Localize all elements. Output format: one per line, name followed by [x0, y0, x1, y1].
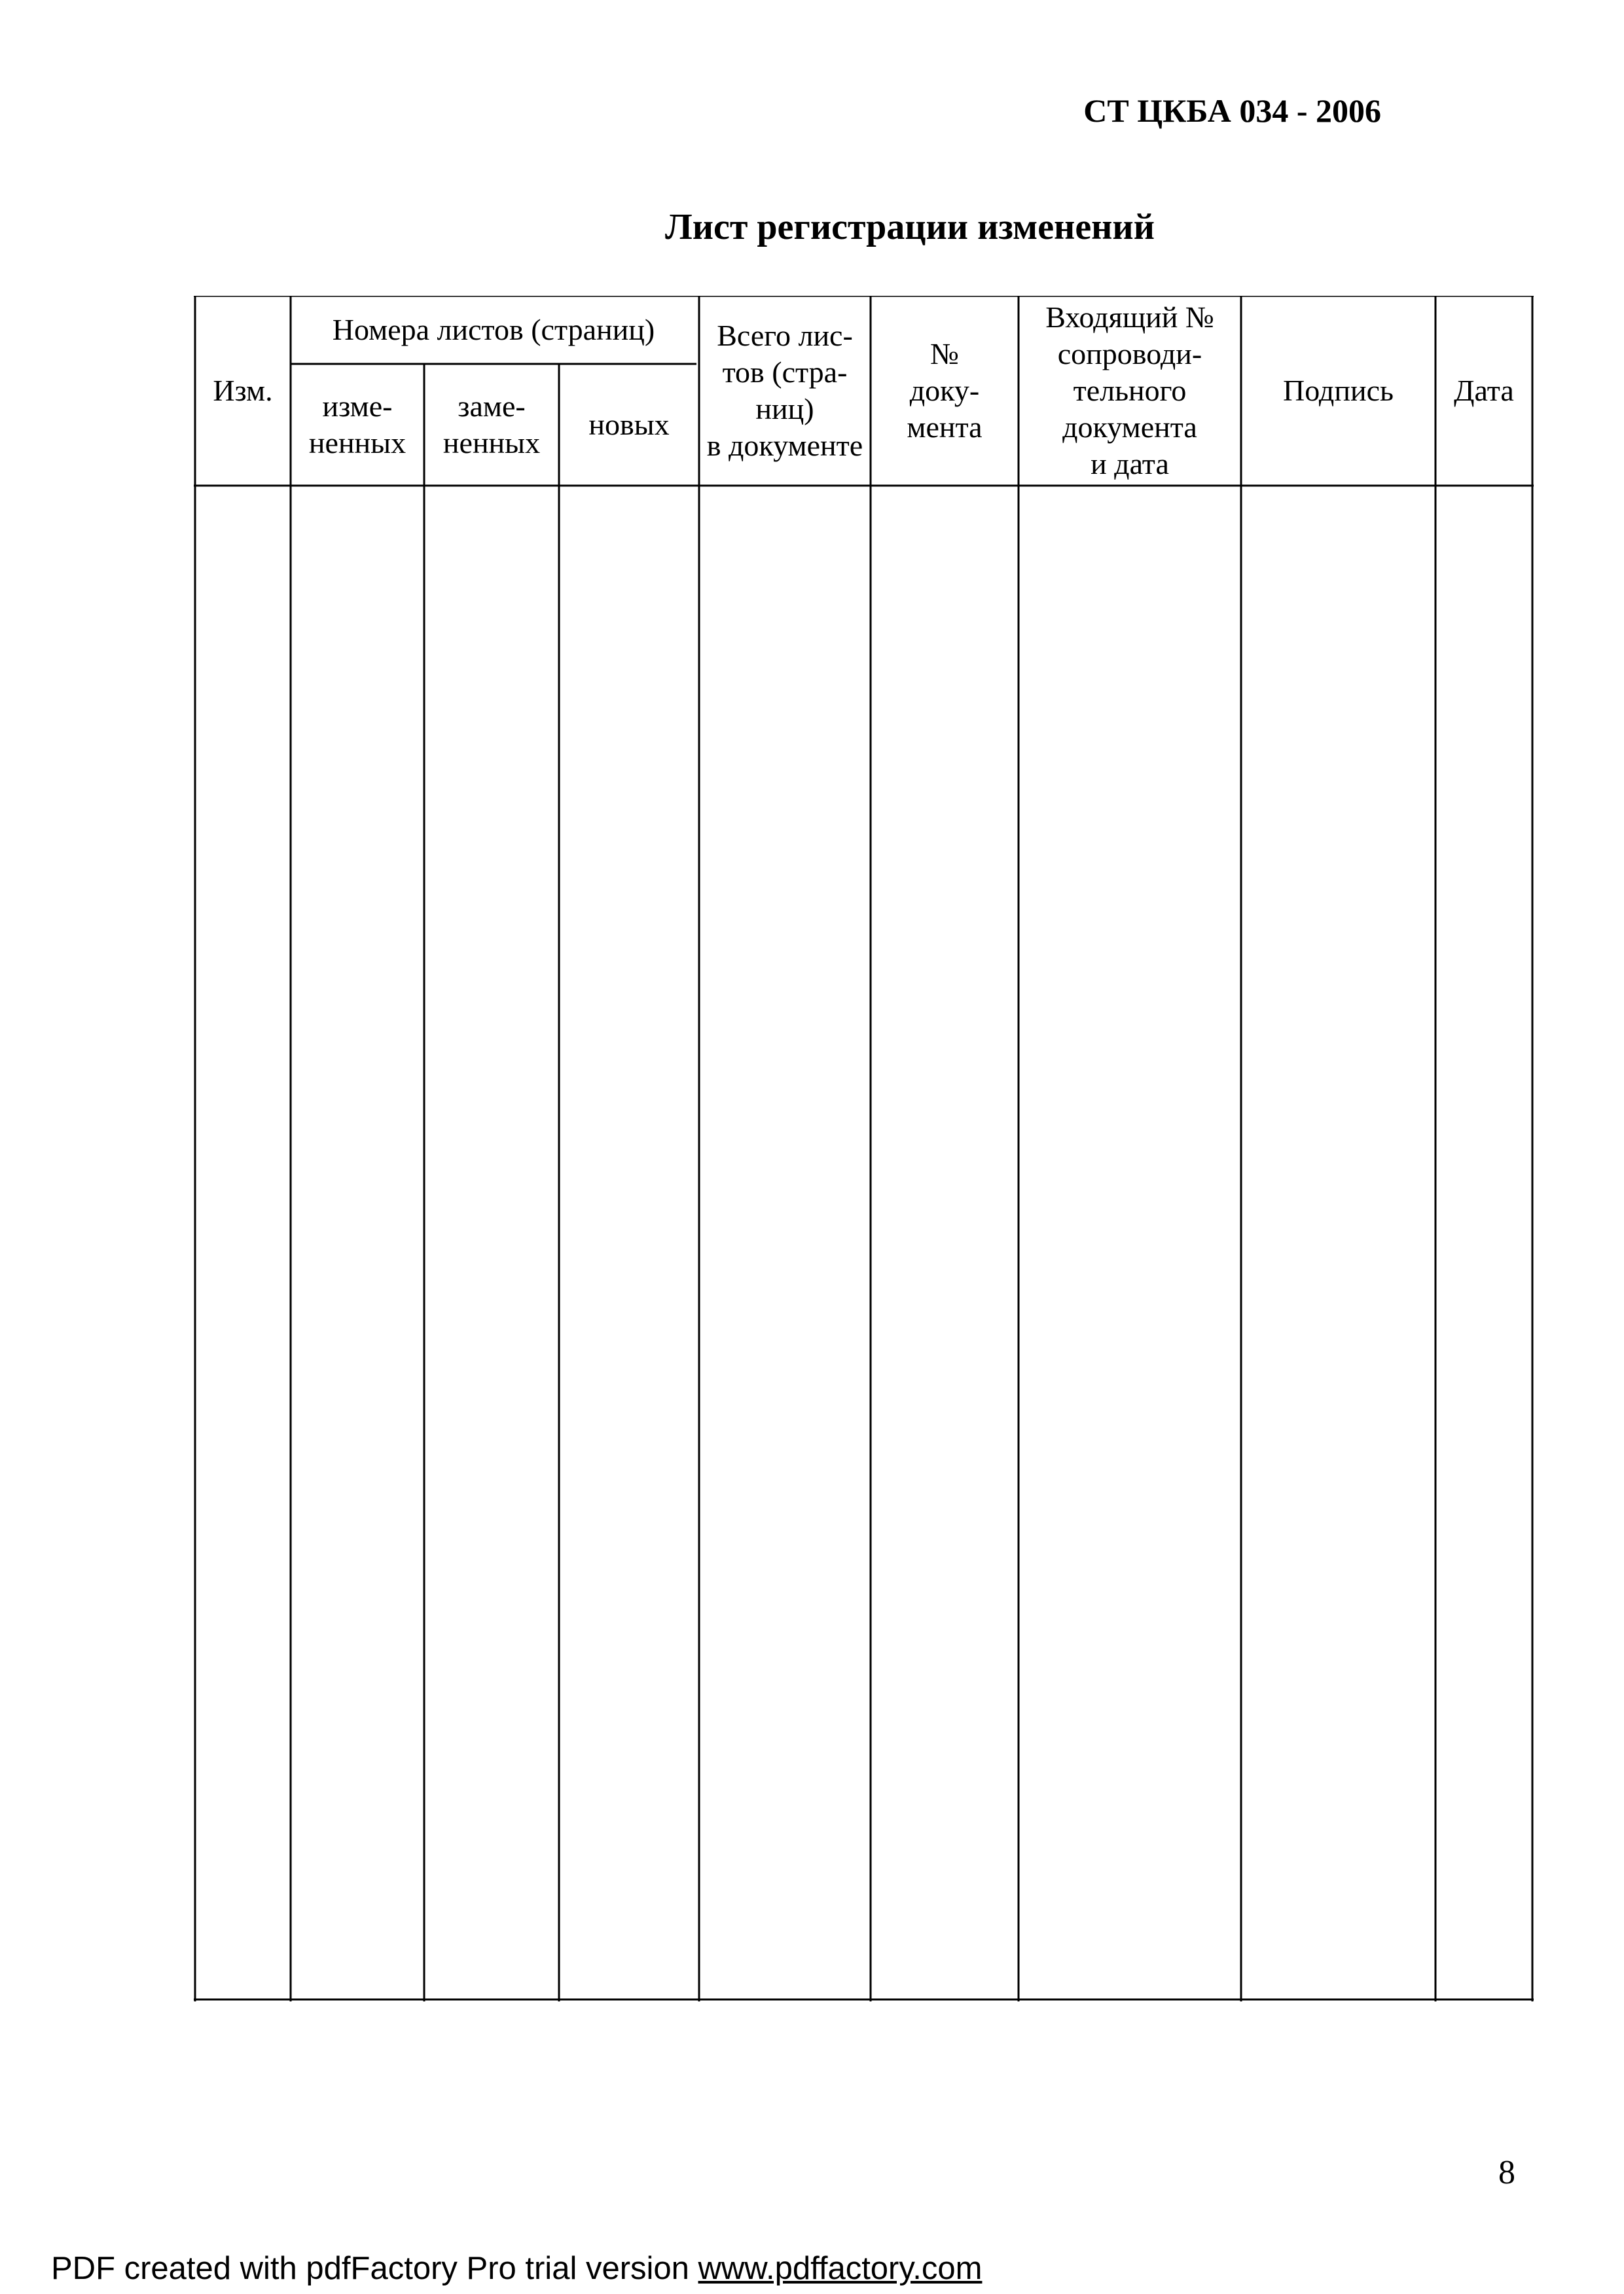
header-changed: изме- ненных — [308, 389, 406, 459]
header-sheet-numbers: Номера листов (страниц) — [332, 313, 655, 346]
header-incoming-doc: Входящий № сопроводи- тельного документа и дата — [1045, 300, 1214, 480]
page-title: Лист регистрации изменений — [665, 207, 1155, 247]
table-grid — [194, 296, 1534, 2001]
change-registration-table — [194, 296, 1534, 2001]
footer-link[interactable]: www.pdffactory.com — [698, 2251, 983, 2286]
pdf-footer — [51, 2250, 982, 2287]
page-number: 8 — [1498, 2154, 1515, 2191]
footer-text: PDF created with pdfFactory Pro trial version — [51, 2251, 698, 2286]
header-izm: Изм. — [213, 374, 273, 407]
document-code: СТ ЦКБА 034 - 2006 — [1083, 92, 1381, 129]
header-doc-number: № доку- мента — [907, 337, 983, 444]
header-replaced: заме- ненных — [442, 389, 541, 459]
header-new: новых — [588, 408, 670, 441]
header-date: Дата — [1454, 374, 1514, 407]
header-signature: Подпись — [1283, 374, 1394, 407]
header-total-sheets: Всего лис- тов (стра- ниц) в документе — [706, 319, 863, 462]
